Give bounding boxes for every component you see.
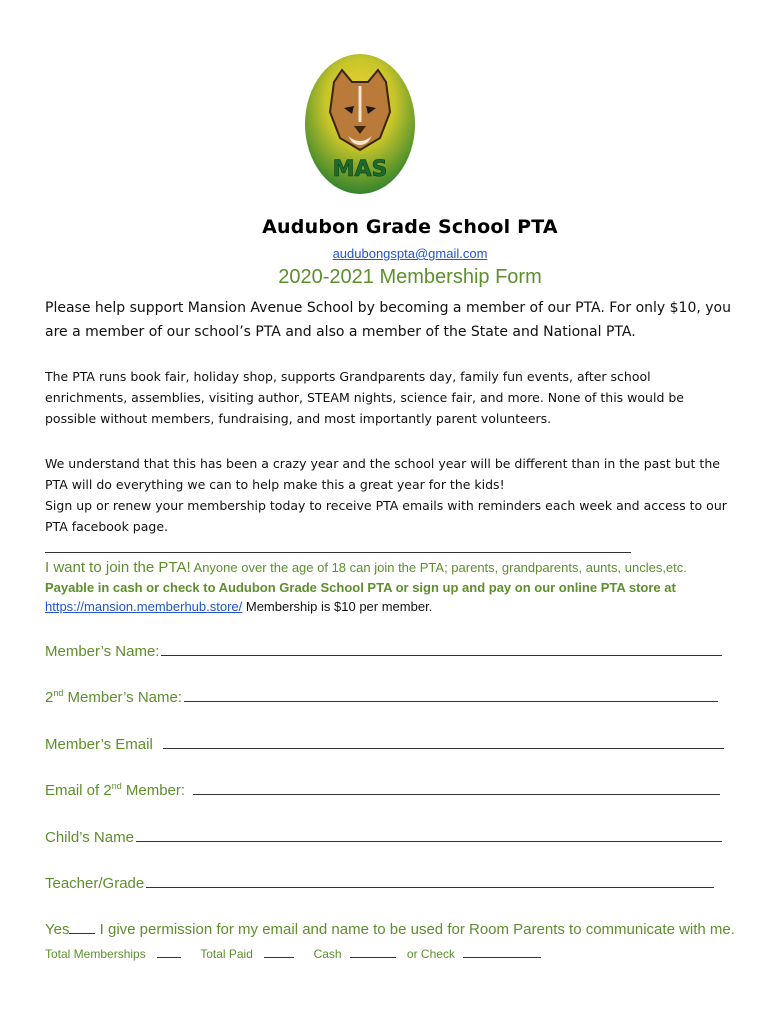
member-email-label: Member’s Email: [45, 736, 153, 753]
totals-row: [45, 947, 557, 961]
check-blank[interactable]: [463, 945, 541, 958]
yes-label: Yes: [45, 921, 70, 938]
divider: [45, 552, 631, 553]
crazy-year-text: We understand that this has been a crazy year and the school year will be different than in the past but the PTA will do everything we can to help make this a great year for the kids!: [45, 456, 720, 492]
intro-paragraph-3: [45, 453, 735, 537]
intro-paragraph-1: Please help support Mansion Avenue School by becoming a member of our PTA. For only $10, you are a member of our school’s PTA and also a member of the State and National PTA.: [45, 300, 731, 340]
second-member-label: 2nd Member’s Name:: [45, 688, 183, 706]
total-paid-label: Total Paid: [200, 947, 302, 961]
member-email-field[interactable]: [45, 729, 724, 753]
second-member-email-line[interactable]: [193, 778, 720, 795]
yes-blank[interactable]: [69, 921, 95, 934]
sign-up-text: Sign up or renew your membership today to receive PTA emails with reminders each week and access to our PTA facebook page.: [45, 498, 727, 534]
price-text: Membership is $10 per member.: [242, 599, 433, 614]
total-paid-blank[interactable]: [264, 945, 294, 958]
cash-label: Cash or Check: [314, 947, 549, 961]
consent-section: [45, 918, 735, 966]
child-name-field[interactable]: [45, 822, 722, 846]
cash-blank[interactable]: [350, 945, 396, 958]
second-member-email-field[interactable]: [45, 775, 720, 799]
child-name-line[interactable]: [136, 825, 722, 842]
member-email-line[interactable]: [163, 732, 724, 749]
svg-text:MAS: MAS: [332, 157, 388, 182]
member-name-line[interactable]: [161, 639, 722, 656]
second-member-name-field[interactable]: [45, 682, 718, 706]
teacher-grade-field[interactable]: [45, 868, 714, 892]
intro-paragraph-2: The PTA runs book fair, holiday shop, supports Grandparents day, family fun events, after school enrichments, assemblies, visiting author, STEAM nights, science fair, and more. None of this would be possible without members, fundraising, and most importantly parent volunteers.: [45, 369, 684, 426]
eligibility-text: Anyone over the age of 18 can join the PTA; parents, grandparents, aunts, uncles,etc.: [190, 560, 687, 575]
teacher-grade-label: Teacher/Grade: [45, 875, 145, 892]
payment-text: Payable in cash or check to Audubon Grade School PTA or sign up and pay on our online PTA store at: [45, 579, 676, 595]
pta-title: Audubon Grade School PTA: [262, 216, 558, 238]
total-memberships-label: Total Memberships: [45, 947, 189, 961]
pta-email-link[interactable]: audubongspta@gmail.com: [332, 246, 488, 261]
school-logo: [304, 52, 416, 196]
form-title: 2020-2021 Membership Form: [278, 266, 542, 288]
member-name-label: Member’s Name:: [45, 643, 160, 660]
store-link[interactable]: https://mansion.memberhub.store/: [45, 599, 243, 614]
second-member-email-label: Email of 2nd Member:: [45, 781, 186, 799]
teacher-grade-line[interactable]: [146, 871, 714, 888]
member-name-field[interactable]: [45, 636, 722, 660]
child-name-label: Child’s Name: [45, 829, 134, 846]
join-section: [45, 558, 735, 617]
total-memberships-blank[interactable]: [157, 945, 181, 958]
cougar-icon: [330, 70, 390, 150]
permission-text: I give permission for my email and name to be used for Room Parents to communicate with me.: [95, 921, 735, 938]
second-member-name-line[interactable]: [184, 685, 718, 702]
join-heading: I want to join the PTA!: [45, 559, 191, 576]
